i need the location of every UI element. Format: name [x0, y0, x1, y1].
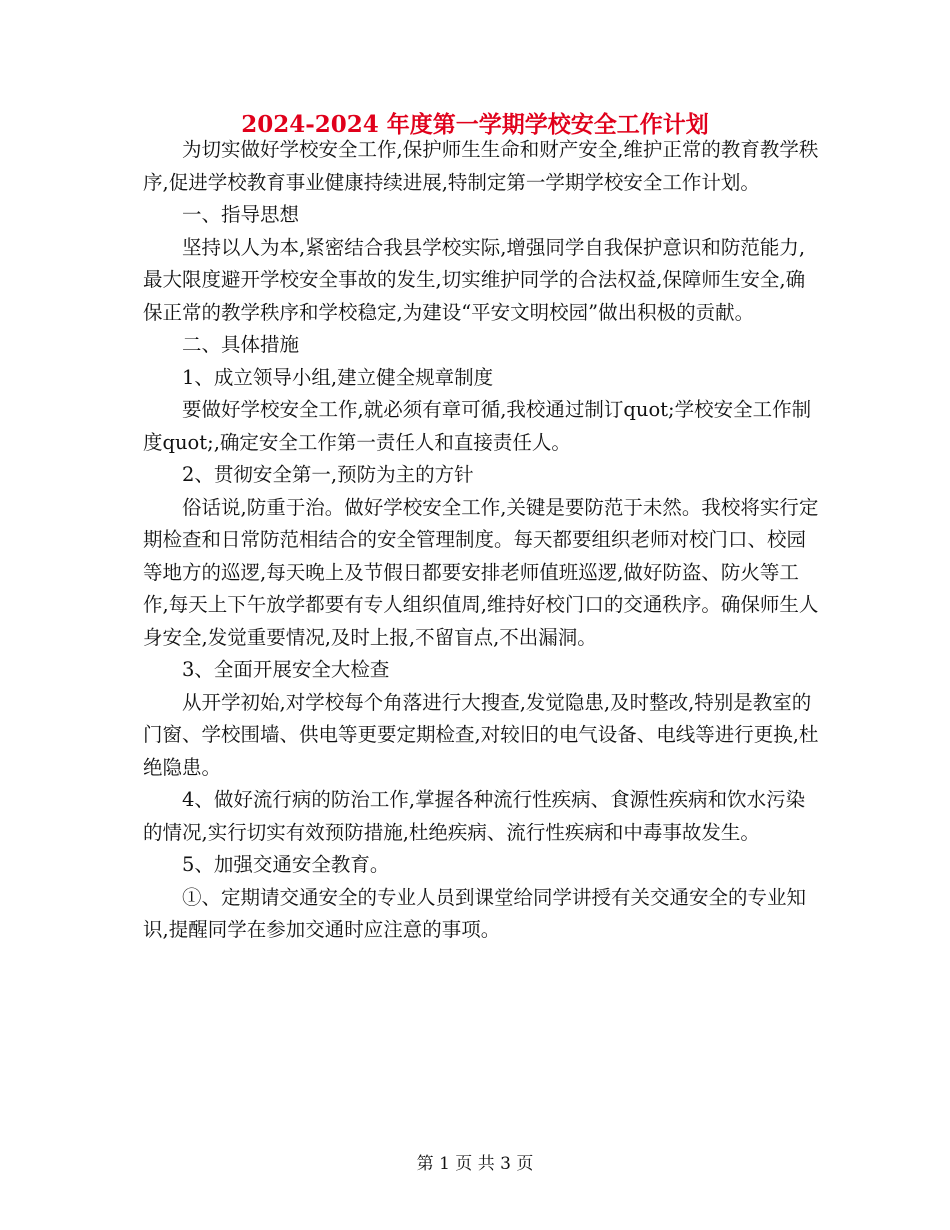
subheading-leadership-group: 1、成立领导小组,建立健全规章制度 — [182, 365, 494, 389]
paragraph-leadership-group: 要做好学校安全工作,就必须有章可循,我校通过制订quot;学校安全工作制度quot;,确定安全工作第一责任人和直接责任人。 — [143, 398, 812, 454]
subheading-safety-first: 2、贯彻安全第一,预防为主的方针 — [182, 463, 474, 486]
paragraph-disease-prevention: 4、做好流行病的防治工作,掌握各种流行性疾病、食源性疾病和饮水污染的情况,实行切实有效预防措施,杜绝疾病、流行性疾病和中毒事故发生。 — [143, 788, 806, 844]
document-title: 2024-2024 年度第一学期学校安全工作计划 — [241, 111, 709, 138]
section-heading-guiding-ideology: 一、指导思想 — [182, 203, 300, 226]
paragraph-guiding-ideology: 坚持以人为本,紧密结合我县学校实际,增强同学自我保护意识和防范能力,最大限度避开学校安全事故的发生,切实维护同学的合法权益,保障师生安全,确保正常的教学秩序和学校稳定,为建设“平安文明校园”做出积极的贡献。 — [143, 235, 806, 324]
page-number-footer: 第 1 页 共 3 页 — [416, 1154, 534, 1174]
section-heading-specific-measures: 二、具体措施 — [182, 333, 300, 356]
paragraph-safety-inspection: 从开学初始,对学校每个角落进行大搜查,发觉隐患,及时整改,特别是教室的门窗、学校围墙、供电等更要定期检查,对较旧的电气设备、电线等进行更换,杜绝隐患。 — [143, 690, 819, 779]
subheading-traffic-safety: 5、加强交通安全教育。 — [182, 853, 390, 876]
paragraph-traffic-safety-item-1: ①、定期请交通安全的专业人员到课堂给同学讲授有关交通安全的专业知识,提醒同学在参加交通时应注意的事项。 — [143, 885, 807, 941]
subheading-safety-inspection: 3、全面开展安全大检查 — [182, 658, 390, 681]
document-body — [143, 134, 823, 947]
paragraph-intro: 为切实做好学校安全工作,保护师生生命和财产安全,维护正常的教育教学秩序,促进学校教育事业健康持续进展,特制定第一学期学校安全工作计划。 — [143, 138, 819, 194]
paragraph-safety-first: 俗话说,防重于治。做好学校安全工作,关键是要防范于未然。我校将实行定期检查和日常防范相结合的安全管理制度。每天都要组织老师对校门口、校园等地方的巡逻,每天晚上及节假日都要安排老师值班巡逻,做好防盗、防火等工作,每天上下午放学都要有专人组织值周,维持好校门口的交通秩序。确保师生人身安全,发觉重要情况,及时上报,不留盲点,不出漏洞。 — [143, 495, 819, 649]
